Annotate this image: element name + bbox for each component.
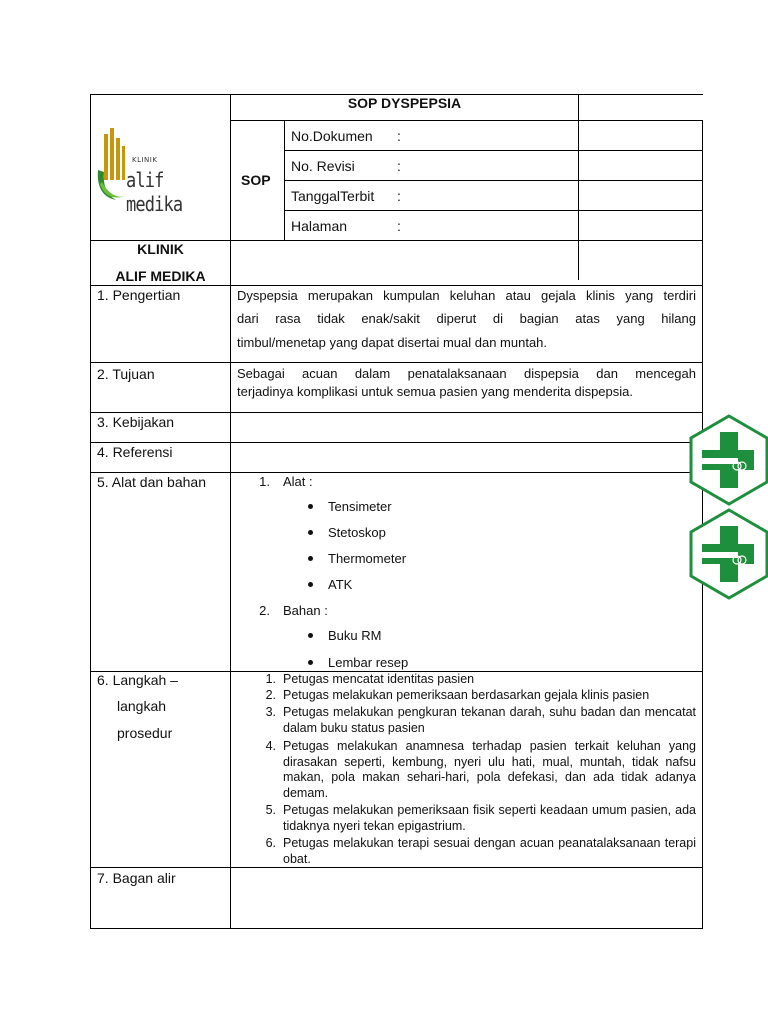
bullet-icon: [308, 633, 313, 638]
section-label-pengertian: 1. Pengertian: [97, 287, 181, 303]
step-text: Petugas melakukan pemeriksaan fisik seperti keadaan umum pasien, ada tidaknya nyeri tekan epigastrium.: [283, 803, 696, 833]
bullet-icon: [308, 582, 313, 587]
green-cross-stamps: [688, 414, 768, 604]
section-label-bagan-alir: 7. Bagan alir: [97, 870, 176, 886]
tujuan-line: Sebagai acuan dalam penatalaksanaan dispepsia dan mencegah: [237, 366, 696, 381]
clinic-name-line1: KLINIK: [137, 241, 184, 257]
step-number: 2.: [265, 688, 276, 702]
step-text: Petugas melakukan anamnesa terhadap pasien terkait keluhan yang dirasakan seperti, kembung, nyeri ulu hati, mual, muntah, tidak nafsu makan, pola makan sehari-hari, pola defekasi, dan ada tidak adanya demam.: [283, 739, 696, 800]
list-number: 2.: [259, 603, 270, 618]
list-item: Lembar resep: [328, 655, 409, 670]
step-number: 6.: [265, 836, 276, 850]
meta-label-no-revisi: No. Revisi: [291, 158, 355, 174]
section-label-kebijakan: 3. Kebijakan: [97, 414, 175, 430]
list-item: ATK: [328, 577, 353, 592]
step-text: Petugas melakukan pengkuran tekanan darah, suhu badan dan mencatat dalam buku status pasien: [283, 705, 696, 735]
list-item: Stetoskop: [328, 525, 386, 540]
bahan-title: Bahan :: [283, 603, 328, 618]
bullet-icon: [308, 530, 313, 535]
step-number: 4.: [265, 739, 276, 753]
section-label-tujuan: 2. Tujuan: [97, 366, 155, 382]
alat-title: Alat :: [283, 474, 313, 489]
step-text: Petugas melakukan terapi sesuai dengan acuan peanatalaksanaan terapi obat.: [283, 836, 696, 866]
green-cross-icon: [691, 416, 767, 504]
bullet-icon: [308, 556, 313, 561]
logo-main-text: alif medika: [126, 168, 183, 216]
document-title: SOP DYSPEPSIA: [347, 95, 462, 111]
sop-label: SOP: [241, 172, 271, 188]
list-item: Buku RM: [328, 628, 382, 643]
bullet-icon: [308, 504, 313, 509]
step-text: Petugas melakukan pemeriksaan berdasarkan gejala klinis pasien: [283, 688, 650, 702]
step-text: Petugas mencatat identitas pasien: [283, 672, 475, 686]
meta-label-tanggal-terbit: TanggalTerbit: [291, 188, 375, 204]
list-item: Thermometer: [328, 551, 407, 566]
section-label-referensi: 4. Referensi: [97, 444, 173, 460]
meta-colon: :: [397, 128, 401, 144]
step-number: 5.: [265, 803, 276, 817]
green-cross-icon: [691, 510, 767, 598]
clinic-name-line2: ALIF MEDIKA: [115, 268, 206, 284]
meta-label-halaman: Halaman: [291, 218, 348, 234]
list-number: 1.: [259, 474, 270, 489]
step-number: 3.: [265, 705, 276, 719]
step-number: 1.: [265, 672, 276, 686]
meta-colon: :: [397, 218, 401, 234]
list-item: Tensimeter: [328, 499, 392, 514]
logo-small-text: KLINIK: [132, 156, 158, 164]
langkah-label-line: 6. Langkah –: [97, 672, 178, 688]
clinic-logo: [92, 122, 228, 232]
pengertian-line: dari rasa tidak enak/sakit diperut di bagian atas yang hilang: [237, 311, 696, 326]
langkah-label-line: prosedur: [117, 725, 173, 741]
pengertian-line: Dyspepsia merupakan kumpulan keluhan atau gejala klinis yang terdiri: [237, 288, 696, 303]
meta-colon: :: [397, 188, 401, 204]
meta-label-no-dokumen: No.Dokumen: [291, 128, 373, 144]
langkah-label-line: langkah: [117, 698, 167, 714]
meta-colon: :: [397, 158, 401, 174]
bullet-icon: [308, 660, 313, 665]
section-label-alat-bahan: 5. Alat dan bahan: [97, 474, 206, 490]
tujuan-line: terjadinya komplikasi untuk semua pasien yang menderita dispepsia.: [237, 384, 633, 399]
pengertian-line: timbul/menetap yang dapat disertai mual dan muntah.: [237, 335, 548, 350]
